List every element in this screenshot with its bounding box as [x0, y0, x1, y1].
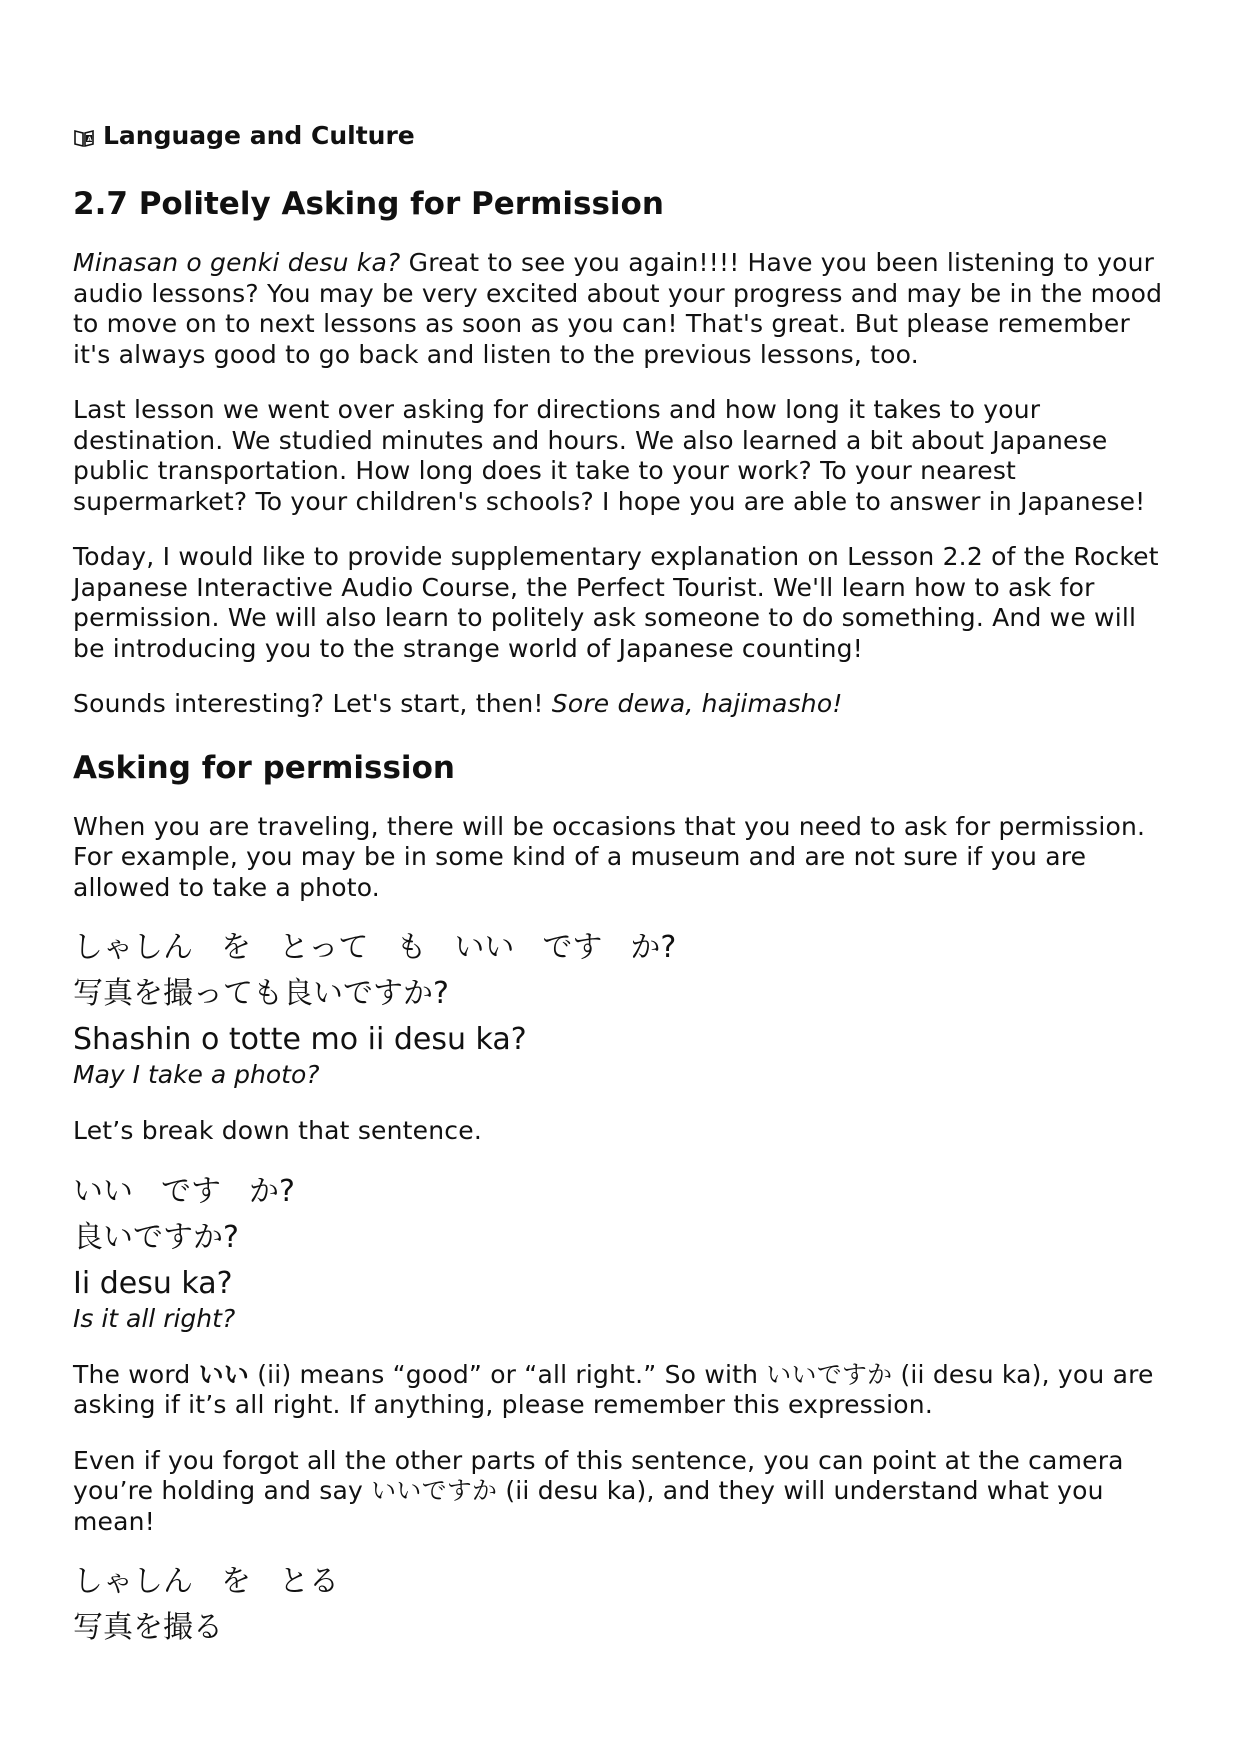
document-page [73, 120, 1173, 1654]
example1-romaji: Shashin o totte mo ii desu ka? [73, 1022, 527, 1057]
example-sentence-2 [73, 1172, 1173, 1334]
svg-text:A: A [87, 135, 92, 143]
kana-token: も [396, 930, 427, 965]
example1-kanji: 写真を撮っても良いですか? [73, 976, 449, 1011]
kana-token: いい [73, 1173, 133, 1209]
intro-paragraph-2: Last lesson we went over asking for directions and how long it takes to your destination. We studied minutes and hours. We also learned a bit about Japanese public transportation. How long does it take to your work? To your nearest supermarket? To your children's schools? I hope you are able to answer in Japanese! [73, 395, 1146, 516]
kana-token: か? [249, 1173, 295, 1209]
intro-paragraph-4-text: Sounds interesting? Let's start, then! [73, 689, 552, 718]
intro-greeting: Minasan o genki desu ka? [73, 248, 401, 277]
breakdown-intro: Let’s break down that sentence. [73, 1116, 482, 1145]
page-title: 2.7 Politely Asking for Permission [73, 186, 664, 222]
section2-paragraph: When you are traveling, there will be occasions that you need to ask for permission. For example, you may be in some kind of a museum and are not sure if you are allowed to take a photo. [73, 811, 1146, 902]
kana-token: しゃしん [73, 930, 193, 965]
explain-text-b: (ii) means “good” or “all right.” So with いいですか (ii desu ka), you are asking if it’s all right. If anything, please remember this expression. [73, 1359, 1154, 1419]
intro-paragraph-4 [73, 689, 1173, 720]
intro-paragraph-1 [73, 248, 1173, 370]
example2-romaji: Ii desu ka? [73, 1265, 233, 1301]
kana-token: を [221, 1564, 251, 1599]
explain-paragraph-2: Even if you forgot all the other parts of this sentence, you can point at the camera you’re holding and say いいですか (ii desu ka), and they will understand what you mean! [73, 1445, 1124, 1536]
intro-paragraph-1-text: Great to see you again!!!! Have you been listening to your audio lessons? You may be very excited about your progress and may be in the mood to move on to next lessons as soon as you can! That's great. But please remember it's always good to go back and listen to the previous lessons, too. [73, 248, 1163, 369]
explain-keyword: いい [198, 1359, 250, 1389]
intro-lets-start: Sore dewa, hajimasho! [551, 689, 843, 718]
example-sentence-3 [73, 1562, 1173, 1648]
section-label [73, 120, 1173, 152]
intro-paragraph-3: Today, I would like to provide supplementary explanation on Lesson 2.2 of the Rocket Japanese Interactive Audio Course, the Perfect Tourist. We'll learn how to ask for permission. We will also learn to politely ask someone to do something. And we will be introducing you to the strange world of Japanese counting! [73, 542, 1159, 663]
example1-kana [73, 928, 1173, 968]
kana-token: しゃしん [73, 1564, 193, 1599]
example2-kana [73, 1172, 1173, 1212]
example3-kanji: 写真を撮る [73, 1610, 223, 1645]
section-label-text: Language and Culture [103, 121, 415, 150]
kana-token: とって [279, 930, 369, 965]
book-icon [73, 125, 95, 147]
kana-token: いい [454, 930, 515, 965]
kana-token: です [161, 1173, 221, 1209]
kana-token: とる [279, 1564, 339, 1599]
example1-translation: May I take a photo? [73, 1060, 320, 1089]
kana-token: か? [630, 930, 677, 965]
kana-token: を [221, 930, 251, 965]
explain-paragraph-1 [73, 1360, 1173, 1421]
example-sentence-1 [73, 928, 1173, 1090]
example2-translation: Is it all right? [73, 1303, 236, 1333]
example2-kanji: 良いですか? [73, 1219, 239, 1255]
example3-kana [73, 1562, 1173, 1602]
kana-token: です [542, 930, 603, 965]
section-heading-asking-permission: Asking for permission [73, 749, 455, 786]
explain-text-a: The word [73, 1359, 199, 1389]
